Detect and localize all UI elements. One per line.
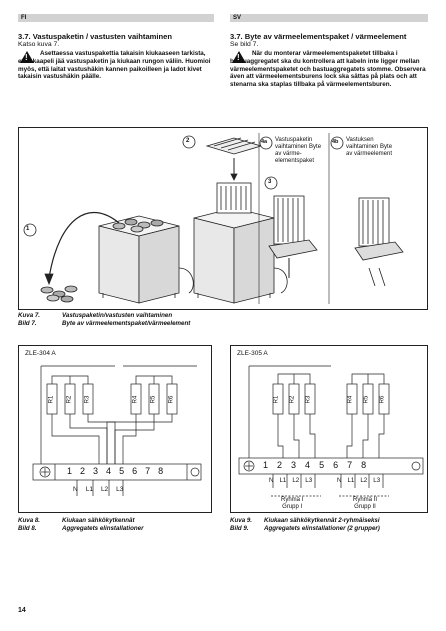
figure-7-caption [18,312,428,327]
section-sv-warning: När du monterar värmeelementspaketet tillbaka i bastuaggregatet ska du kontrollera att kabeln inte ligger mellan värmeelementspaketet och bastuaggregatets stomme. Observera även att värmeelementsburens lock ska sättas på plats och att stenarna ska staplas tillbaka på värmeelementsburen. [230,50,426,89]
group-1-label [281,497,303,511]
figure-8-model: ZLE-304 A [25,350,56,357]
warning-icon [20,51,34,63]
figure-9-inputs-group-2 [337,477,380,484]
terminal-8: 8 [158,466,164,476]
caption-8-fi-num: Kuva 8. [18,517,41,524]
box-4b-text: Vastuksen vaihtaminen Byte av värmeelement [346,137,393,157]
terminal-8: 8 [361,460,367,470]
caption-7-sv-num: Bild 7. [18,319,37,327]
figure-9-model: ZLE-305 A [237,350,268,357]
caption-7-sv-text: Byte av värmeelementspaket/värmeelement [62,319,191,327]
input-l2: L2 [292,477,300,484]
figure-9-wiring [231,346,427,512]
terminal-2: 2 [277,460,283,470]
figure-9-caption [230,517,428,532]
resistor-r6: R6 [168,395,175,404]
input-l3: L3 [373,477,381,484]
resistor-r4: R4 [132,395,139,404]
caption-8-sv-num: Bild 8. [18,524,37,532]
terminal-1: 1 [263,460,269,470]
figure-8-caption [18,517,212,532]
terminal-6: 6 [333,460,339,470]
terminal-3: 3 [93,466,99,476]
figure-9-inputs-group-1 [269,477,312,484]
callout-2: 2 [186,138,190,144]
resistor-r2: R2 [66,395,73,404]
terminal-7: 7 [145,466,151,476]
section-fi [18,32,214,81]
terminal-1: 1 [67,466,73,476]
input-n: N [73,486,78,493]
caption-9-sv-text: Aggregatets elinstallationer (2 grupper) [264,524,380,532]
callout-1: 1 [26,226,30,232]
section-fi-subtitle: Katso kuva 7. [18,41,60,48]
group-2-label-sv: Grupp II [354,504,376,510]
caption-7-fi-num: Kuva 7. [18,312,41,319]
resistor-r1: R1 [273,395,280,404]
input-l2: L2 [100,486,109,493]
group-2-label-fi: Ryhmä II [353,497,378,503]
section-sv-subtitle: Se bild 7. [230,41,259,48]
resistor-r3: R3 [84,395,91,404]
input-l1: L1 [85,486,93,493]
caption-9-fi-text: Kiukaan sähkökytkennät 2-ryhmäiseksi [264,517,380,524]
resistor-r5: R5 [363,395,370,404]
figure-8 [18,345,212,513]
section-fi-title: 3.7. Vastuspaketin / vastusten vaihtaminen [18,32,173,41]
input-l3: L3 [305,477,313,484]
caption-9-fi-num: Kuva 9. [230,517,253,524]
group-2-label [353,497,377,511]
callout-4b: 4b [332,139,339,145]
section-fi-warning: Asettaessa vastuspakettia takaisin kiukaaseen tarkista, ettei kaapeli jää vastuspaketin ja kiukaan rungon väliin. Huomioi myös, että laitat vastushäkin kannen paikoilleen ja ladot kivet takaisin vastushäkin päälle. [18,50,211,81]
input-n: N [337,477,342,484]
lang-label-sv: SV [233,15,242,21]
terminal-2: 2 [80,466,86,476]
lang-label-fi: FI [21,15,27,21]
resistor-r1: R1 [48,395,55,404]
lang-bar-sv [230,14,428,22]
resistor-r6: R6 [379,395,386,404]
caption-7-fi-text: Vastuspaketin/vastusten vaihtaminen [62,312,173,319]
input-l1: L1 [279,477,287,484]
terminal-5: 5 [319,460,325,470]
figure-9-terminals [263,460,366,470]
caption-8-sv-text: Aggregatets elinstallationer [62,524,144,532]
figure-8-inputs [73,486,123,493]
figure-7 [18,127,428,310]
terminal-6: 6 [132,466,138,476]
terminal-4: 4 [305,460,311,470]
box-4a-text: Vastuspaketin vaihtaminen Byte av värme-elementspaket [275,137,322,164]
caption-8-fi-text: Kiukaan sähkökytkennät [62,517,135,524]
terminal-3: 3 [291,460,297,470]
callout-4a: 4a [261,139,268,145]
page-number: 14 [18,607,26,614]
resistor-r3: R3 [305,395,312,404]
section-sv [230,32,428,89]
lang-bar-fi [18,14,214,22]
section-sv-title: 3.7. Byte av värmeelementspaket / värmeelement [230,32,407,41]
input-l1: L1 [347,477,355,484]
terminal-4: 4 [106,466,112,476]
group-1-label-fi: Ryhmä I [281,497,304,503]
terminal-5: 5 [119,466,125,476]
caption-9-sv-num: Bild 9. [230,524,249,532]
resistor-r2: R2 [289,395,296,404]
resistor-r5: R5 [150,395,157,404]
group-1-label-sv: Grupp I [282,504,303,510]
terminal-7: 7 [347,460,353,470]
input-n: N [269,477,274,484]
callout-3: 3 [268,179,272,185]
figure-9 [230,345,428,513]
input-l2: L2 [360,477,368,484]
figure-8-terminals [67,466,163,476]
warning-icon [232,51,246,63]
input-l3: L3 [116,486,124,493]
resistor-r4: R4 [347,395,354,404]
